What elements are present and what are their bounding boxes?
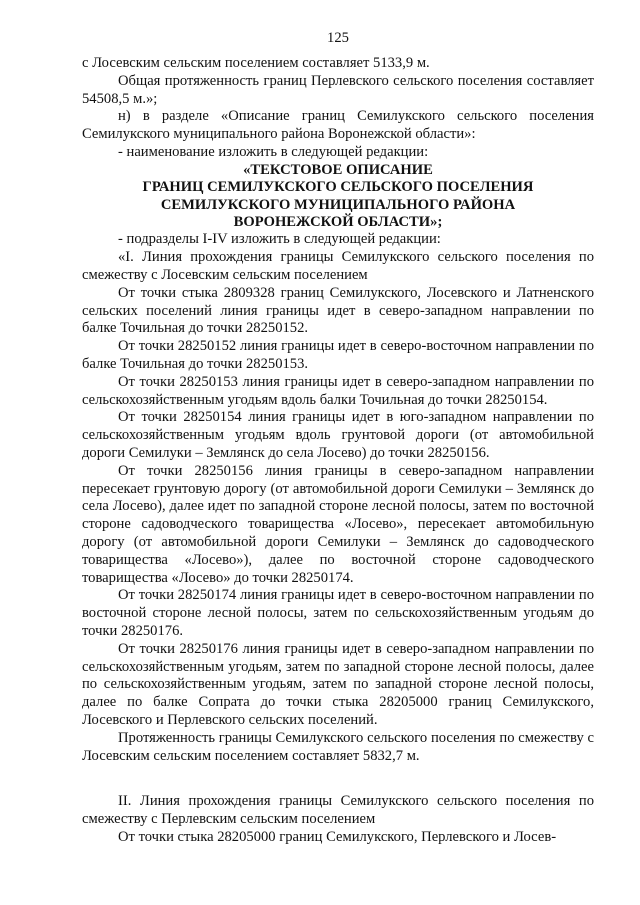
paragraph: - подразделы I-IV изложить в следующей редакции: [118, 231, 441, 248]
section-spacer [82, 765, 594, 793]
paragraph: От точки 28250153 линия границы идет в северо-западном направлении по сельскохозяйственным угодьям вдоль балки Точильная до точки 28250154. [82, 373, 594, 408]
paragraph: От точки 28250152 линия границы идет в северо-восточном направлении по балке Точильная до точки 28250153. [82, 338, 594, 372]
paragraph: От точки стыка 28205000 границ Семилукского, Перлевского и Лосев- [118, 828, 557, 845]
paragraph: От точки 28250174 линия границы идет в северо-восточном направлении по восточной стороне лесной полосы, затем по сельскохозяйственным угодьям до точки 28250176. [82, 587, 594, 639]
section-heading [82, 162, 594, 232]
heading-line: «ТЕКСТОВОЕ ОПИСАНИЕ [243, 161, 433, 178]
paragraph: От точки стыка 2809328 границ Семилукского, Лосевского и Латненского сельских поселений линия границы идет в северо-западном направлении по балке Точильная до точки 28250152. [82, 284, 594, 337]
heading-line: ГРАНИЦ СЕМИЛУКСКОГО СЕЛЬСКОГО ПОСЕЛЕНИЯ [142, 179, 534, 196]
heading-line: ВОРОНЕЖСКОЙ ОБЛАСТИ»; [233, 214, 443, 230]
paragraph: Протяженность границы Семилукского сельского поселения по смежеству с Лосевским сельским поселением составляет 5832,7 м. [82, 729, 594, 764]
paragraph: «I. Линия прохождения границы Семилукского сельского поселения по смежеству с Лосевским сельским поселением [82, 249, 594, 283]
page-number: 125 [327, 30, 349, 46]
paragraph: Общая протяженность границ Перлевского сельского поселения составляет 54508,5 м.»; [82, 72, 594, 107]
paragraph: - наименование изложить в следующей редакции: [118, 143, 429, 160]
paragraph: II. Линия прохождения границы Семилукского сельского поселения по смежеству с Перлевским сельским поселением [82, 793, 594, 828]
paragraph: От точки 28250154 линия границы идет в юго-западном направлении по сельскохозяйственным угодьям вдоль грунтовой дороги (от автомобильной дороги Семилуки – Землянск до села Лосево) до точки 28250156. [82, 409, 594, 461]
paragraph: От точки 28250156 линия границы в северо-западном направлении пересекает грунтовую дорогу (от автомобильной дороги Семилуки – Землянск до села Лосево), далее идет по западной стороне лесной полосы, затем по восточной стороне садоводческого товарищества «Лосево», пересекает автомобильную дорогу (от автомобильной дороги Семилуки – Землянск до садоводческого товарищества «Лосево»), далее по восточной стороне садоводческого товарищества «Лосево» до точки 28250174. [82, 462, 594, 586]
paragraph: с Лосевским сельским поселением составляет 5133,9 м. [82, 55, 430, 71]
paragraph: н) в разделе «Описание границ Семилукского сельского поселения Семилукского муниципального района Воронежской области»: [82, 108, 594, 143]
heading-line: СЕМИЛУКСКОГО МУНИЦИПАЛЬНОГО РАЙОНА [160, 196, 516, 213]
page-body [82, 55, 594, 847]
paragraph: От точки 28250176 линия границы идет в северо-западном направлении по сельскохозяйственным угодьям, затем по западной стороне лесной полосы, далее по сельскохозяйственным угодьям, затем по западной стороне лесной полосы, далее по балке Сопрата до точки стыка 28205000 границ Семилукского, Лосевского и Перлевского сельских поселений. [82, 640, 594, 728]
